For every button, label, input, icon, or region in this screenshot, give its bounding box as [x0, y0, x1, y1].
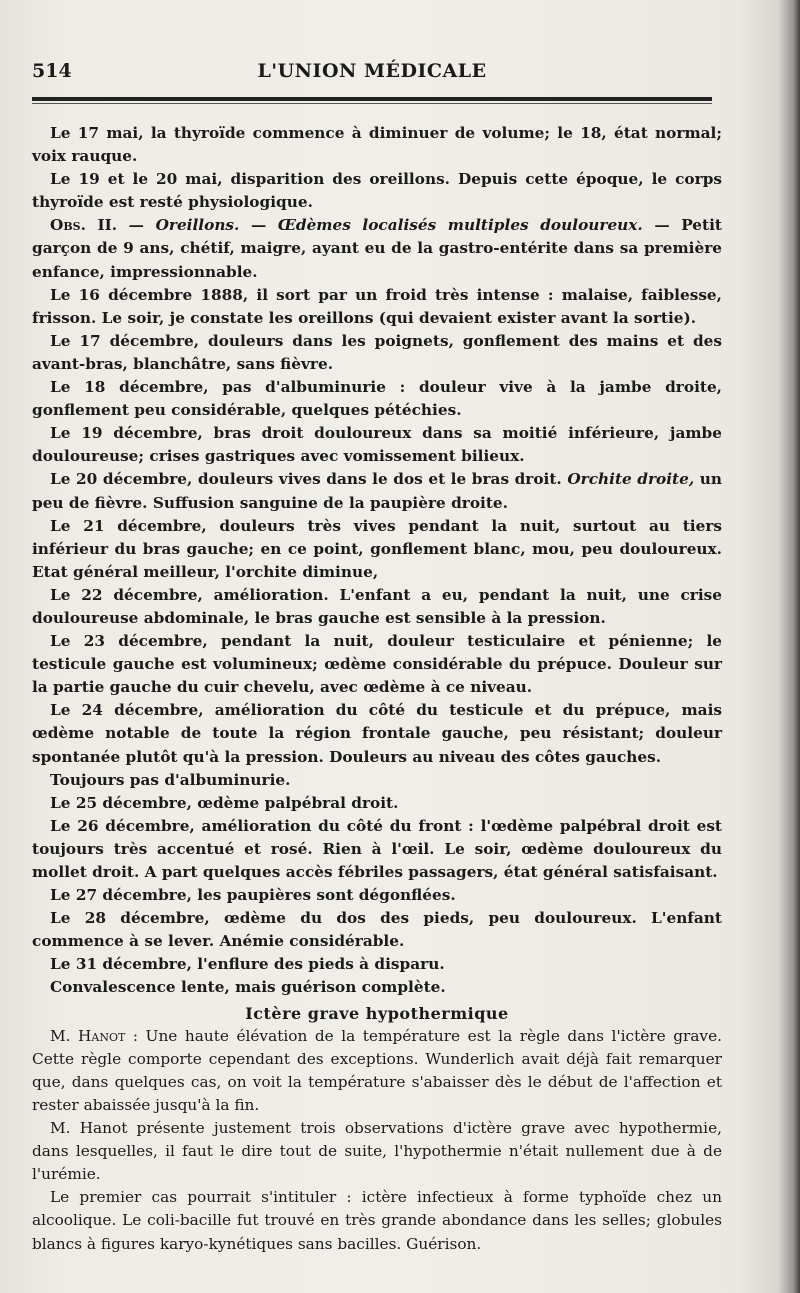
paragraph [32, 468, 722, 514]
paragraph: Le 28 décembre, œdème du dos des pieds, peu douloureux. L'enfant commence à se lever. Anémie considérable. [32, 909, 722, 951]
author-name: M. Hanot [50, 1026, 126, 1045]
paragraph: Le 27 décembre, les paupières sont dégonflées. [50, 886, 456, 905]
text-run: : Une haute élévation de la température est la règle dans l'ictère grave. Cette règle comporte cependant des exceptions. Wunderlich avait déjà fait remarquer que, dans quelques cas, on voit la température s'abaisser dès le début de l'affection et rester abaissée jusqu'à la fin. [32, 1026, 722, 1114]
paragraph: Le 31 décembre, l'enflure des pieds à disparu. [50, 955, 445, 974]
observation-title: Oreillons. [155, 216, 240, 235]
dash: — [117, 216, 156, 235]
paragraph [32, 1025, 722, 1117]
observation-label: Obs. II. [50, 216, 118, 235]
dash: — [239, 216, 278, 235]
section-title: Ictère grave hypothermique [245, 1003, 509, 1023]
running-title: L'UNION MÉDICALE [257, 60, 487, 82]
paragraph: Le 18 décembre, pas d'albuminurie : douleur vive à la jambe droite, gonflement peu considérable, quelques pétéchies. [32, 378, 722, 420]
paragraph: Convalescence lente, mais guérison complète. [50, 978, 446, 997]
paragraph: Le 26 décembre, amélioration du côté du front : l'œdème palpébral droit est toujours très accentué et rosé. Rien à l'œil. Le soir, œdème douloureux du mollet droit. A part quelques accès fébriles passagers, état général satisfaisant. [32, 816, 722, 881]
paragraph: M. Hanot présente justement trois observations d'ictère grave avec hypothermie, dans lesquelles, il faut le dire tout de suite, l'hypothermie n'était nullement due à de l'urémie. [32, 1119, 722, 1184]
page-header [32, 58, 712, 88]
paragraph: Le 19 et le 20 mai, disparition des oreillons. Depuis cette époque, le corps thyroïde est resté physiologique. [32, 170, 722, 212]
paragraph: Le 16 décembre 1888, il sort par un froid très intense : malaise, faiblesse, frisson. Le soir, je constate les oreillons (qui devaient exister avant la sortie). [32, 285, 722, 327]
page-number: 514 [32, 60, 72, 82]
paragraph: Le 23 décembre, pendant la nuit, douleur testiculaire et pénienne; le testicule gauche est volumineux; œdème considérable du prépuce. Douleur sur la partie gauche du cuir chevelu, avec œdème à ce niveau. [32, 632, 722, 697]
page-edge-shadow [778, 0, 800, 1293]
paragraph: Le 24 décembre, amélioration du côté du testicule et du prépuce, mais œdème notable de toute la région frontale gauche, peu résistant; douleur spontanée plutôt qu'à la pression. Douleurs au niveau des côtes gauches. [32, 701, 722, 766]
observation-text: Petit garçon de 9 ans, chétif, maigre, ayant eu de la gastro-entérite dans sa première enfance, impressionnable. [32, 216, 722, 281]
paragraph: Le premier cas pourrait s'intituler : ictère infectieux à forme typhoïde chez un alcoolique. Le coli-bacille fut trouvé en très grande abondance dans les selles; globules blancs à figures karyo-kynétiques sans bacilles. Guérison. [32, 1188, 722, 1253]
header-rule-thin [32, 103, 712, 104]
observation-subtitle: Œdèmes localisés multiples douloureux. [277, 216, 643, 235]
paragraph: Le 17 mai, la thyroïde commence à diminuer de volume; le 18, état normal; voix rauque. [32, 124, 722, 166]
paragraph: Le 17 décembre, douleurs dans les poignets, gonflement des mains et des avant-bras, blanchâtre, sans fièvre. [32, 331, 722, 373]
text-run: Le 20 décembre, douleurs vives dans le dos et le bras droit. [50, 470, 568, 489]
header-rule [32, 97, 712, 101]
paragraph: Le 21 décembre, douleurs très vives pendant la nuit, surtout au tiers inférieur du bras gauche; en ce point, gonflement blanc, mou, peu douloureux. Etat général meilleur, l'orchite diminue, [32, 516, 722, 581]
text-run: un peu de fièvre. Suffusion sanguine de la paupière droite. [32, 470, 722, 512]
paragraph: Le 19 décembre, bras droit douloureux dans sa moitié inférieure, jambe douloureuse; crises gastriques avec vomissement bilieux. [32, 424, 722, 466]
observation-heading [32, 214, 722, 283]
dash: — [642, 216, 682, 235]
page-body [32, 122, 722, 1256]
paragraph: Le 22 décembre, amélioration. L'enfant a eu, pendant la nuit, une crise douloureuse abdominale, le bras gauche est sensible à la pression. [32, 585, 722, 627]
italic-run: Orchite droite, [567, 470, 695, 489]
paragraph: Toujours pas d'albuminurie. [50, 770, 291, 789]
paragraph: Le 25 décembre, œdème palpébral droit. [50, 793, 399, 812]
